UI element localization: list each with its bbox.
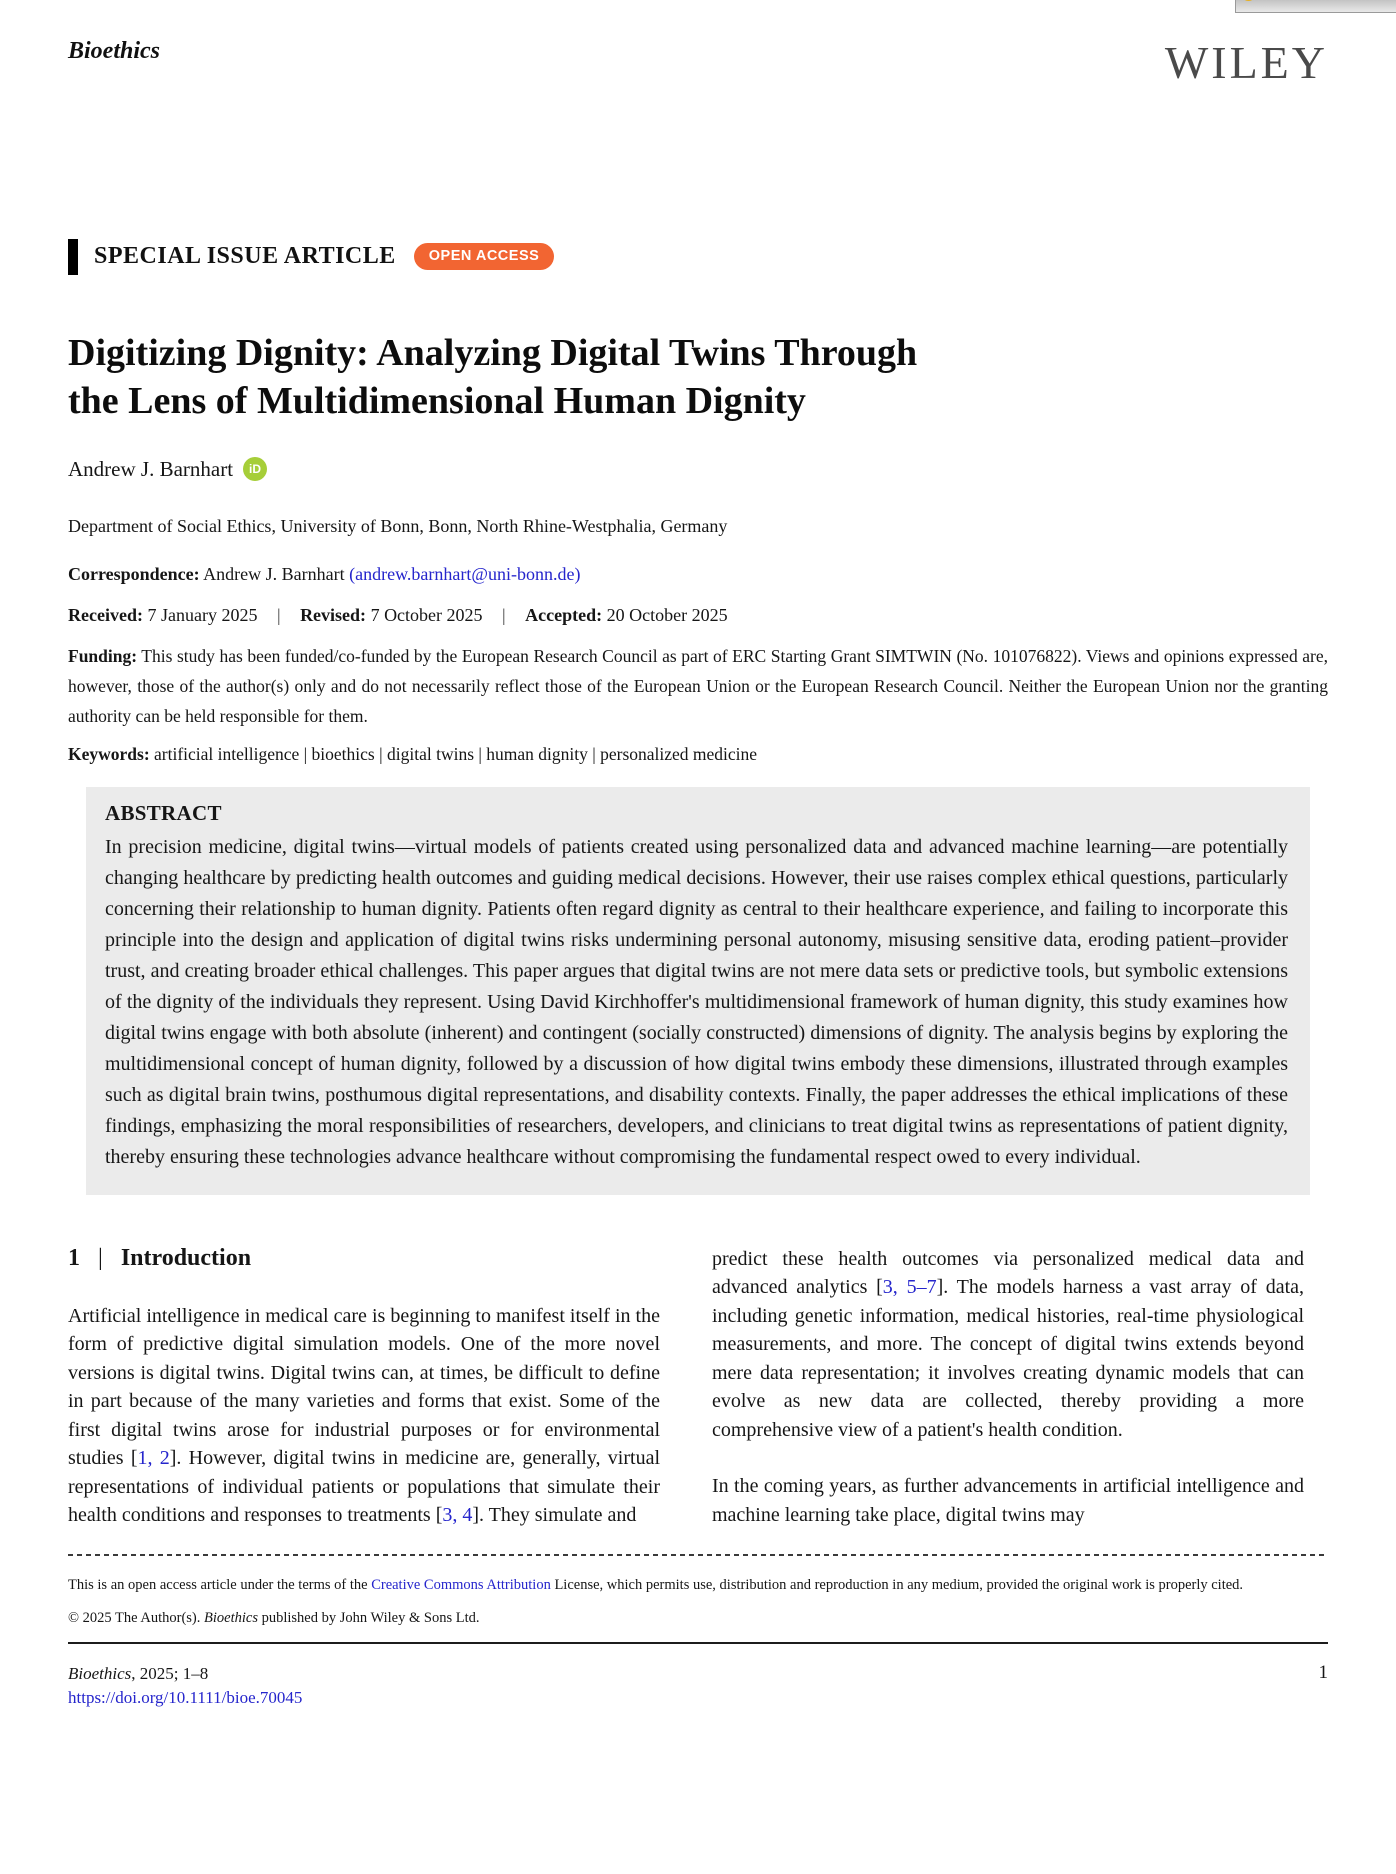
article-type-label: SPECIAL ISSUE ARTICLE — [94, 243, 396, 270]
correspondence-label: Correspondence: — [68, 563, 200, 584]
citation-link-1-2[interactable]: 1, 2 — [137, 1447, 170, 1470]
correspondence-email-link[interactable]: (andrew.barnhart@uni-bonn.de) — [349, 563, 581, 584]
funding-label: Funding: — [68, 645, 138, 666]
article-type-banner — [68, 239, 1328, 275]
page-number: 1 — [1318, 1661, 1328, 1683]
article-history-line — [68, 605, 1328, 626]
keywords-label: Keywords: — [68, 743, 150, 764]
copyright-line — [68, 1610, 1328, 1627]
journal-citation — [68, 1662, 302, 1686]
license-statement — [68, 1572, 1328, 1598]
funding-text: This study has been funded/co-funded by the European Research Council as part of ERC Starting Grant SIMTWIN (No. 101076822). Views and opinions expressed are, however, those of the author(s) only and do not necessarily reflect those of the European Union or the European Research Council. Neither the European Union nor the granting authority can be held responsible for them. — [68, 645, 1328, 726]
citation-pages: , 2025; 1–8 — [131, 1663, 209, 1683]
running-footer — [68, 1662, 1328, 1710]
intro-paragraph-2 — [712, 1245, 1304, 1445]
history-separator: | — [502, 604, 506, 625]
section-pipe: | — [98, 1244, 103, 1271]
paragraph-text: predict these health outcomes via personalized medical data and advanced analytics [ — [712, 1247, 1304, 1299]
paragraph-text: Artificial intelligence in medical care is beginning to manifest itself in the form of predictive digital simulation models. One of the more novel versions is digital twins. Digital twins can, at times, be difficult to define in part because of the many varieties and forms that exist. Some of the first digital twins arose for industrial purposes or for environmental studies [ — [68, 1304, 660, 1470]
received-date: 7 January 2025 — [142, 604, 258, 625]
author-row — [68, 457, 1328, 482]
citation-link-3-5-7[interactable]: 3, 5–7 — [882, 1276, 937, 1299]
footer-rule — [68, 1642, 1328, 1644]
paragraph-text: ]. The models harness a vast array of data, including genetic information, medical histories, real-time physiological measurements, and more. The concept of digital twins extends beyond mere data representation; it involves creating dynamic models that can evolve as new data are collected, thereby providing a more comprehensive view of a patient's health condition. — [712, 1276, 1304, 1441]
accepted-date: 20 October 2025 — [602, 604, 728, 625]
title-line-2: the Lens of Multidimensional Human Dignity — [68, 379, 806, 422]
right-column — [712, 1245, 1304, 1530]
revised-date: 7 October 2025 — [366, 604, 483, 625]
license-text: License, which permits use, distribution and reproduction in any medium, provided the original work is properly cited. — [550, 1576, 1244, 1593]
page-header — [68, 0, 1328, 89]
section-title: Introduction — [120, 1244, 252, 1271]
orcid-icon[interactable]: iD — [243, 457, 267, 481]
citation-block — [68, 1662, 302, 1710]
title-line-1: Digitizing Dignity: Analyzing Digital Twins Through — [68, 331, 918, 374]
funding-note — [68, 641, 1328, 731]
copyright-text: © 2025 The Author(s). — [68, 1609, 205, 1626]
paragraph-text: ]. However, digital twins in medicine are, generally, virtual representations of individual patients or populations that simulate their health conditions and responses to treatments [ — [68, 1447, 661, 1527]
footnote-dashed-divider — [68, 1554, 1328, 1556]
intro-paragraph-3: In the coming years, as further advancements in artificial intelligence and machine learning take place, digital twins may — [712, 1475, 1304, 1526]
received-label: Received: — [68, 604, 143, 625]
left-column — [68, 1245, 660, 1530]
doi-line — [68, 1686, 302, 1710]
wiley-logo: WILEY — [1164, 37, 1328, 88]
intro-paragraph-1 — [68, 1302, 660, 1530]
affiliation: Department of Social Ethics, University of Bonn, Bonn, North Rhine-Westphalia, Germany — [68, 515, 728, 536]
accepted-label: Accepted: — [525, 604, 603, 625]
keywords-line — [68, 744, 1328, 765]
citation-link-3-4[interactable]: 3, 4 — [442, 1504, 473, 1527]
journal-name-italic: Bioethics — [68, 1663, 132, 1683]
body-columns — [68, 1245, 1328, 1530]
doi-link[interactable]: https://doi.org/10.1111/bioe.70045 — [68, 1687, 303, 1707]
license-text: This is an open access article under the terms of the — [68, 1576, 372, 1593]
history-separator: | — [276, 604, 281, 625]
article-title — [68, 329, 1118, 425]
journal-logo: Bioethics — [68, 38, 161, 64]
copyright-journal-name: Bioethics — [204, 1609, 258, 1626]
open-access-badge: OPEN ACCESS — [414, 243, 555, 270]
abstract-section — [86, 787, 1310, 1195]
article-type-bar — [68, 239, 78, 275]
section-heading-introduction — [68, 1245, 660, 1272]
abstract-heading: ABSTRACT — [105, 800, 222, 825]
keywords-text: artificial intelligence | bioethics | digital twins | human dignity | personalized medicine — [149, 743, 758, 764]
revised-label: Revised: — [300, 604, 367, 625]
paragraph-text: ]. They simulate and — [472, 1504, 637, 1527]
copyright-text: published by John Wiley & Sons Ltd. — [257, 1609, 480, 1626]
section-number: 1 — [68, 1244, 80, 1271]
creative-commons-link[interactable]: Creative Commons Attribution — [371, 1576, 551, 1593]
correspondence-name: Andrew J. Barnhart — [199, 563, 350, 584]
author-name: Andrew J. Barnhart — [68, 456, 234, 481]
abstract-text: In precision medicine, digital twins—virtual models of patients created using personalized data and advanced machine learning—are potentially changing healthcare by predicting health outcomes and guiding medical decisions. However, their use raises complex ethical questions, particularly concerning their relationship to human dignity. Patients often regard dignity as central to their healthcare experience, and failing to incorporate this principle into the design and application of digital twins risks undermining personal autonomy, misusing sensitive data, eroding patient–provider trust, and creating broader ethical challenges. This paper argues that digital twins are not mere data sets or predictive tools, but symbolic extensions of the dignity of the individuals they represent. Using David Kirchhoffer's multidimensional framework of human dignity, this study examines how digital twins engage with both absolute (inherent) and contingent (socially constructed) dimensions of dignity. The analysis begins by exploring the multidimensional concept of human dignity, followed by a discussion of how digital twins embody these dimensions, illustrated through examples such as digital brain twins, posthumous digital representations, and disability contexts. Finally, the paper addresses the ethical implications of these findings, emphasizing the moral responsibilities of researchers, developers, and clinicians to treat digital twins as representations of patient dignity, thereby ensuring these technologies advance healthcare without compromising the fundamental respect owed to every individual. — [105, 835, 1288, 1168]
correspondence-line — [68, 564, 1328, 585]
